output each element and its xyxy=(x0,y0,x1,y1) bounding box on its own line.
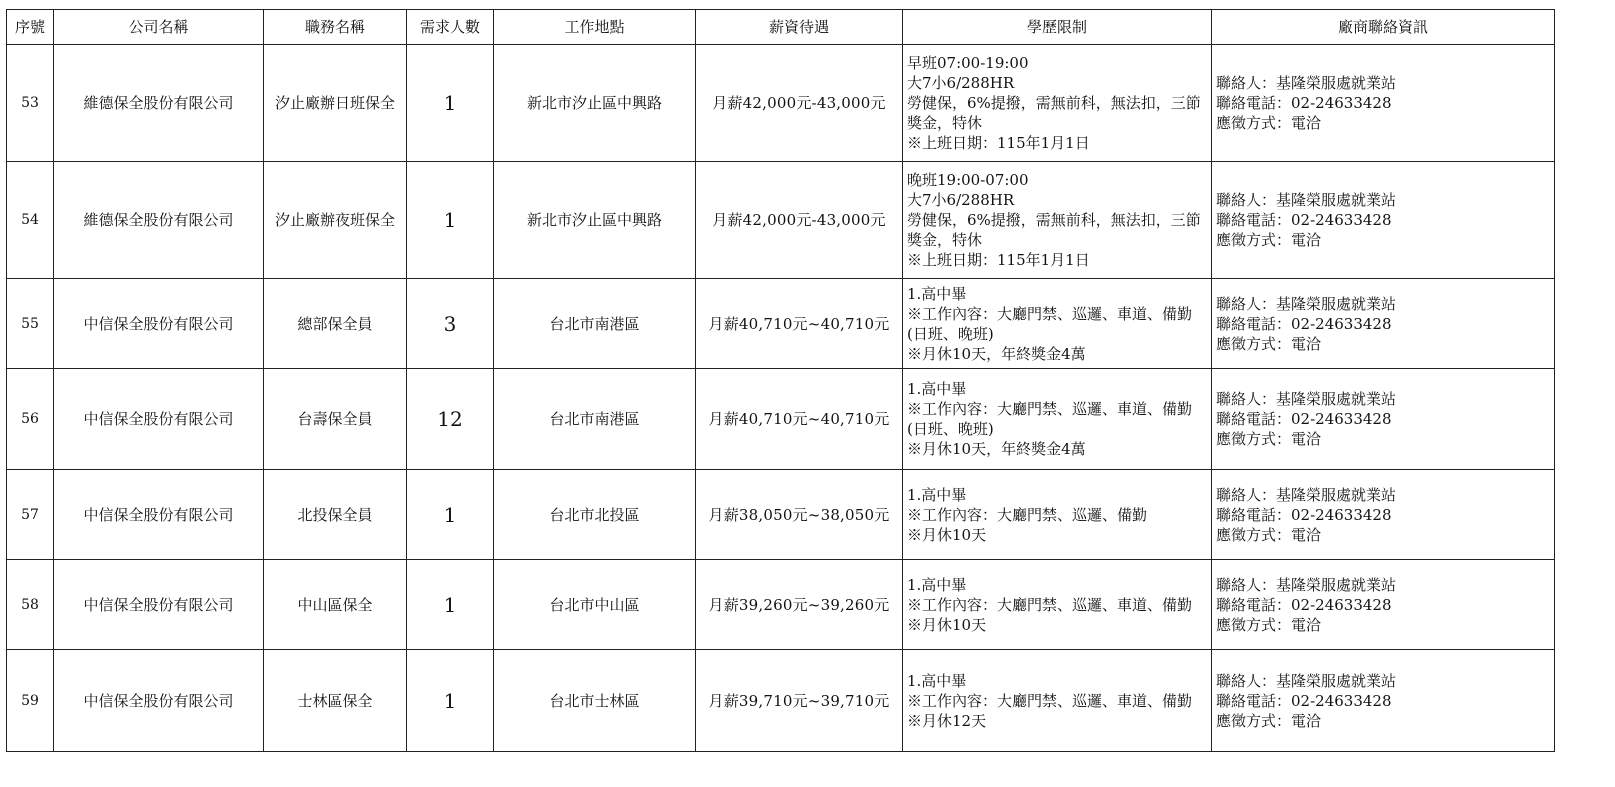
location-cell: 台北市北投區 xyxy=(494,470,696,560)
job-title-cell: 北投保全員 xyxy=(264,470,407,560)
requirement-line: 1.高中畢 xyxy=(907,380,967,398)
headcount-cell: 1 xyxy=(407,650,494,752)
contact-line: 聯絡人：基隆榮服處就業站 xyxy=(1216,671,1397,690)
job-title-cell: 士林區保全 xyxy=(264,650,407,752)
requirement-line: ※工作內容：大廳門禁、巡邏、車道、備勤 (日班、晚班) xyxy=(907,400,1193,438)
contact-cell xyxy=(1212,279,1555,369)
contact-line: 聯絡電話：02-24633428 xyxy=(1216,410,1392,428)
salary-cell: 月薪39,710元~39,710元 xyxy=(696,650,903,752)
headcount-cell: 12 xyxy=(407,369,494,470)
contact-line: 應徵方式：電洽 xyxy=(1216,711,1322,730)
location-cell: 台北市南港區 xyxy=(494,279,696,369)
salary-cell: 月薪42,000元-43,000元 xyxy=(696,162,903,279)
location-cell: 台北市士林區 xyxy=(494,650,696,752)
requirements-cell xyxy=(903,470,1212,560)
requirements-cell xyxy=(903,279,1212,369)
contact-line: 應徵方式：電洽 xyxy=(1216,114,1322,132)
contact-line: 應徵方式：電洽 xyxy=(1216,430,1322,448)
company-name-cell: 維德保全股份有限公司 xyxy=(54,162,264,279)
contact-line: 應徵方式：電洽 xyxy=(1216,231,1322,249)
salary-cell: 月薪40,710元~40,710元 xyxy=(696,279,903,369)
headcount-cell: 3 xyxy=(407,279,494,369)
contact-cell xyxy=(1212,560,1555,650)
header-job: 職務名稱 xyxy=(264,10,407,45)
requirement-line: ※工作內容：大廳門禁、巡邏、備勤 xyxy=(907,505,1148,524)
location-cell: 新北市汐止區中興路 xyxy=(494,45,696,162)
table-row xyxy=(7,560,1555,650)
contact-line: 聯絡電話：02-24633428 xyxy=(1216,314,1392,333)
requirement-line: 勞健保，6%提撥，需無前科，無法扣，三節獎金，特休 xyxy=(907,211,1201,249)
header-location: 工作地點 xyxy=(494,10,696,45)
salary-cell: 月薪40,710元~40,710元 xyxy=(696,369,903,470)
requirement-line: 1.高中畢 xyxy=(907,284,967,303)
headcount-cell: 1 xyxy=(407,162,494,279)
contact-line: 聯絡電話：02-24633428 xyxy=(1216,94,1392,112)
contact-line: 聯絡電話：02-24633428 xyxy=(1216,595,1392,614)
contact-line: 聯絡人：基隆榮服處就業站 xyxy=(1216,485,1397,504)
table-row xyxy=(7,45,1555,162)
row-no: 57 xyxy=(7,470,54,560)
row-no: 56 xyxy=(7,369,54,470)
table-row xyxy=(7,162,1555,279)
requirement-line: 1.高中畢 xyxy=(907,575,967,594)
contact-line: 聯絡電話：02-24633428 xyxy=(1216,505,1392,524)
requirements-cell xyxy=(903,45,1212,162)
contact-line: 聯絡人：基隆榮服處就業站 xyxy=(1216,390,1397,408)
row-no: 55 xyxy=(7,279,54,369)
requirement-line: 大7小6/288HR xyxy=(907,191,1015,209)
job-title-cell: 總部保全員 xyxy=(264,279,407,369)
headcount-cell: 1 xyxy=(407,45,494,162)
company-name-cell: 維德保全股份有限公司 xyxy=(54,45,264,162)
requirement-line: 1.高中畢 xyxy=(907,485,967,504)
requirements-cell xyxy=(903,369,1212,470)
job-listing-table xyxy=(6,9,1555,752)
header-contact: 廠商聯絡資訊 xyxy=(1212,10,1555,45)
table-row xyxy=(7,279,1555,369)
requirement-line: ※月休10天，年終獎金4萬 xyxy=(907,440,1086,458)
requirement-line: ※月休12天 xyxy=(907,711,987,730)
company-name-cell: 中信保全股份有限公司 xyxy=(54,369,264,470)
requirements-cell xyxy=(903,560,1212,650)
company-name-cell: 中信保全股份有限公司 xyxy=(54,470,264,560)
requirement-line: ※上班日期：115年1月1日 xyxy=(907,251,1090,269)
contact-line: 聯絡人：基隆榮服處就業站 xyxy=(1216,575,1397,594)
contact-line: 應徵方式：電洽 xyxy=(1216,525,1322,544)
salary-cell: 月薪39,260元~39,260元 xyxy=(696,560,903,650)
header-requirements: 學歷限制 xyxy=(903,10,1212,45)
company-name-cell: 中信保全股份有限公司 xyxy=(54,560,264,650)
headcount-cell: 1 xyxy=(407,470,494,560)
contact-cell xyxy=(1212,162,1555,279)
company-name-cell: 中信保全股份有限公司 xyxy=(54,279,264,369)
requirement-line: 早班07:00-19:00 xyxy=(907,54,1029,72)
location-cell: 台北市中山區 xyxy=(494,560,696,650)
job-title-cell: 汐止廠辦夜班保全 xyxy=(264,162,407,279)
requirement-line: 晚班19:00-07:00 xyxy=(907,171,1029,189)
requirement-line: ※月休10天 xyxy=(907,615,987,634)
header-count: 需求人數 xyxy=(407,10,494,45)
requirement-line: 勞健保，6%提撥，需無前科，無法扣，三節獎金，特休 xyxy=(907,94,1201,132)
contact-line: 應徵方式：電洽 xyxy=(1216,615,1322,634)
location-cell: 台北市南港區 xyxy=(494,369,696,470)
company-name-cell: 中信保全股份有限公司 xyxy=(54,650,264,752)
table-row xyxy=(7,470,1555,560)
contact-line: 應徵方式：電洽 xyxy=(1216,334,1322,353)
requirement-line: ※工作內容：大廳門禁、巡邏、車道、備勤 xyxy=(907,691,1193,710)
row-no: 59 xyxy=(7,650,54,752)
requirement-line: ※月休10天，年終獎金4萬 xyxy=(907,344,1086,363)
requirement-line: ※上班日期：115年1月1日 xyxy=(907,134,1090,152)
row-no: 54 xyxy=(7,162,54,279)
header-no: 序號 xyxy=(7,10,54,45)
job-title-cell: 中山區保全 xyxy=(264,560,407,650)
contact-cell xyxy=(1212,650,1555,752)
contact-line: 聯絡人：基隆榮服處就業站 xyxy=(1216,74,1397,92)
requirements-cell xyxy=(903,650,1212,752)
contact-line: 聯絡人：基隆榮服處就業站 xyxy=(1216,294,1397,313)
requirement-line: 大7小6/288HR xyxy=(907,74,1015,92)
requirement-line: ※工作內容：大廳門禁、巡邏、車道、備勤 (日班、晚班) xyxy=(907,304,1193,343)
requirement-line: 1.高中畢 xyxy=(907,671,967,690)
contact-line: 聯絡電話：02-24633428 xyxy=(1216,211,1392,229)
salary-cell: 月薪38,050元~38,050元 xyxy=(696,470,903,560)
contact-cell xyxy=(1212,45,1555,162)
location-cell: 新北市汐止區中興路 xyxy=(494,162,696,279)
job-title-cell: 台壽保全員 xyxy=(264,369,407,470)
table-row xyxy=(7,650,1555,752)
salary-cell: 月薪42,000元-43,000元 xyxy=(696,45,903,162)
row-no: 53 xyxy=(7,45,54,162)
header-company: 公司名稱 xyxy=(54,10,264,45)
requirement-line: ※月休10天 xyxy=(907,525,987,544)
contact-cell xyxy=(1212,369,1555,470)
contact-line: 聯絡人：基隆榮服處就業站 xyxy=(1216,191,1397,209)
table-row xyxy=(7,369,1555,470)
requirements-cell xyxy=(903,162,1212,279)
job-title-cell: 汐止廠辦日班保全 xyxy=(264,45,407,162)
row-no: 58 xyxy=(7,560,54,650)
header-row xyxy=(7,10,1555,45)
requirement-line: ※工作內容：大廳門禁、巡邏、車道、備勤 xyxy=(907,595,1193,614)
contact-cell xyxy=(1212,470,1555,560)
contact-line: 聯絡電話：02-24633428 xyxy=(1216,691,1392,710)
header-salary: 薪資待遇 xyxy=(696,10,903,45)
headcount-cell: 1 xyxy=(407,560,494,650)
